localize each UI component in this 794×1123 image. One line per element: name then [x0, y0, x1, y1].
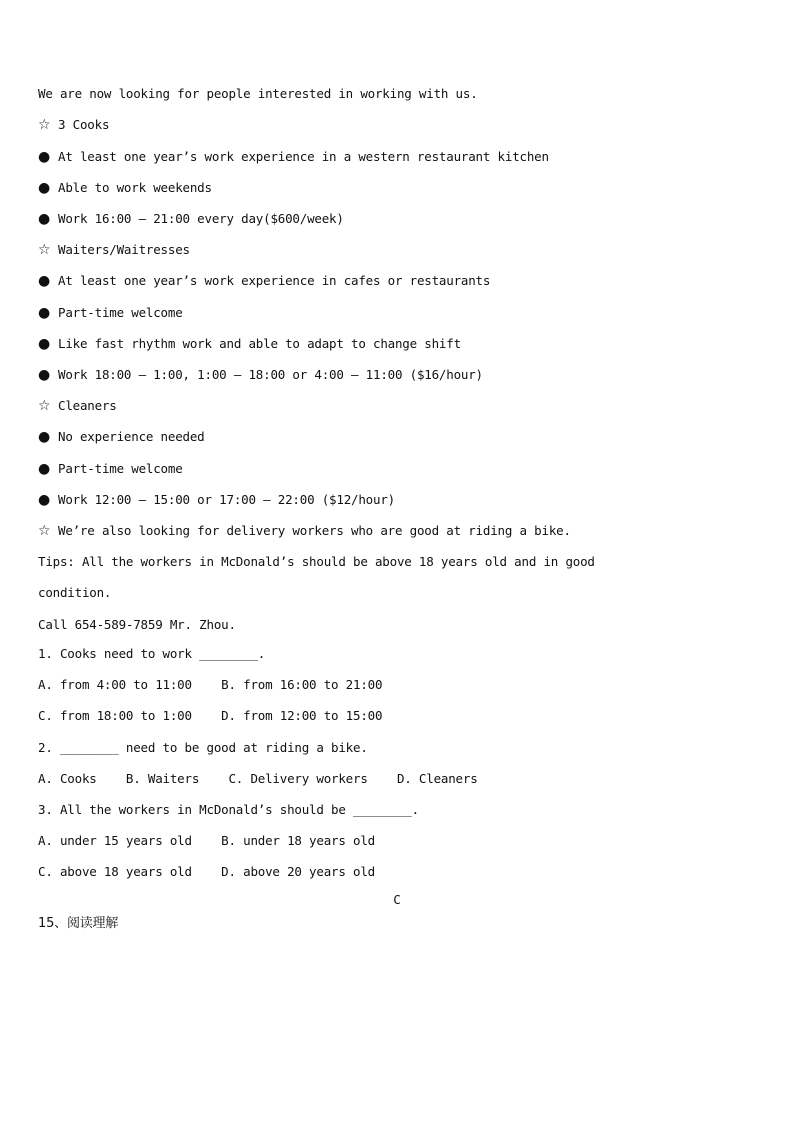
cooks-req-2: ● Able to work weekends	[38, 180, 212, 196]
cooks-title: 3 Cooks	[58, 117, 110, 132]
star-icon: ☆	[38, 398, 51, 414]
waiters-req-3: ● Like fast rhythm work and able to adapt to change shift	[38, 336, 461, 352]
waiters-title: Waiters/Waitresses	[58, 242, 190, 257]
next-section-heading: 15、阅读理解	[38, 916, 119, 931]
cleaners-req-1: ● No experience needed	[38, 429, 205, 445]
bullet-icon: ●	[38, 492, 51, 508]
question-2: 2. ________ need to be good at riding a bike.	[38, 740, 368, 755]
question-3: 3. All the workers in McDonald’s should be ________.	[38, 802, 419, 817]
star-icon: ☆	[38, 242, 51, 258]
section-letter: C	[393, 892, 401, 907]
cleaners-title: Cleaners	[58, 398, 117, 413]
question-2-options: A. Cooks B. Waiters C. Delivery workers D. Cleaners	[38, 771, 478, 786]
bullet-icon: ●	[38, 336, 51, 352]
tips-line-2: condition.	[38, 585, 112, 600]
call-line: Call 654-589-7859 Mr. Zhou.	[38, 617, 236, 632]
waiters-req-1: ● At least one year’s work experience in cafes or restaurants	[38, 273, 491, 289]
question-3-options-cd: C. above 18 years old D. above 20 years old	[38, 864, 375, 879]
bullet-icon: ●	[38, 367, 51, 383]
bullet-icon: ●	[38, 461, 51, 477]
question-1: 1. Cooks need to work ________.	[38, 646, 266, 661]
star-icon: ☆	[38, 523, 51, 539]
question-1-options-ab: A. from 4:00 to 11:00 B. from 16:00 to 21:00	[38, 677, 383, 692]
cooks-req-3: ● Work 16:00 — 21:00 every day($600/week)	[38, 211, 344, 227]
bullet-icon: ●	[38, 149, 51, 165]
cooks-req-1: ● At least one year’s work experience in a western restaurant kitchen	[38, 149, 549, 165]
cooks-heading	[38, 117, 109, 133]
waiters-req-2: ● Part-time welcome	[38, 305, 183, 321]
delivery-line: ☆ We’re also looking for delivery workers who are good at riding a bike.	[38, 523, 571, 539]
ad-intro: We are now looking for people interested in working with us.	[38, 86, 478, 101]
waiters-req-4: ● Work 18:00 — 1:00, 1:00 — 18:00 or 4:00 — 11:00 ($16/hour)	[38, 367, 483, 383]
tips-line-1: Tips: All the workers in McDonald’s should be above 18 years old and in good	[38, 554, 595, 569]
cleaners-req-2: ● Part-time welcome	[38, 461, 183, 477]
waiters-heading	[38, 242, 190, 258]
star-icon: ☆	[38, 117, 51, 133]
cleaners-heading	[38, 398, 117, 414]
bullet-icon: ●	[38, 429, 51, 445]
question-3-options-ab: A. under 15 years old B. under 18 years old	[38, 833, 375, 848]
bullet-icon: ●	[38, 180, 51, 196]
bullet-icon: ●	[38, 273, 51, 289]
bullet-icon: ●	[38, 305, 51, 321]
question-1-options-cd: C. from 18:00 to 1:00 D. from 12:00 to 15:00	[38, 708, 383, 723]
cleaners-req-3: ● Work 12:00 — 15:00 or 17:00 — 22:00 ($12/hour)	[38, 492, 395, 508]
bullet-icon: ●	[38, 211, 51, 227]
